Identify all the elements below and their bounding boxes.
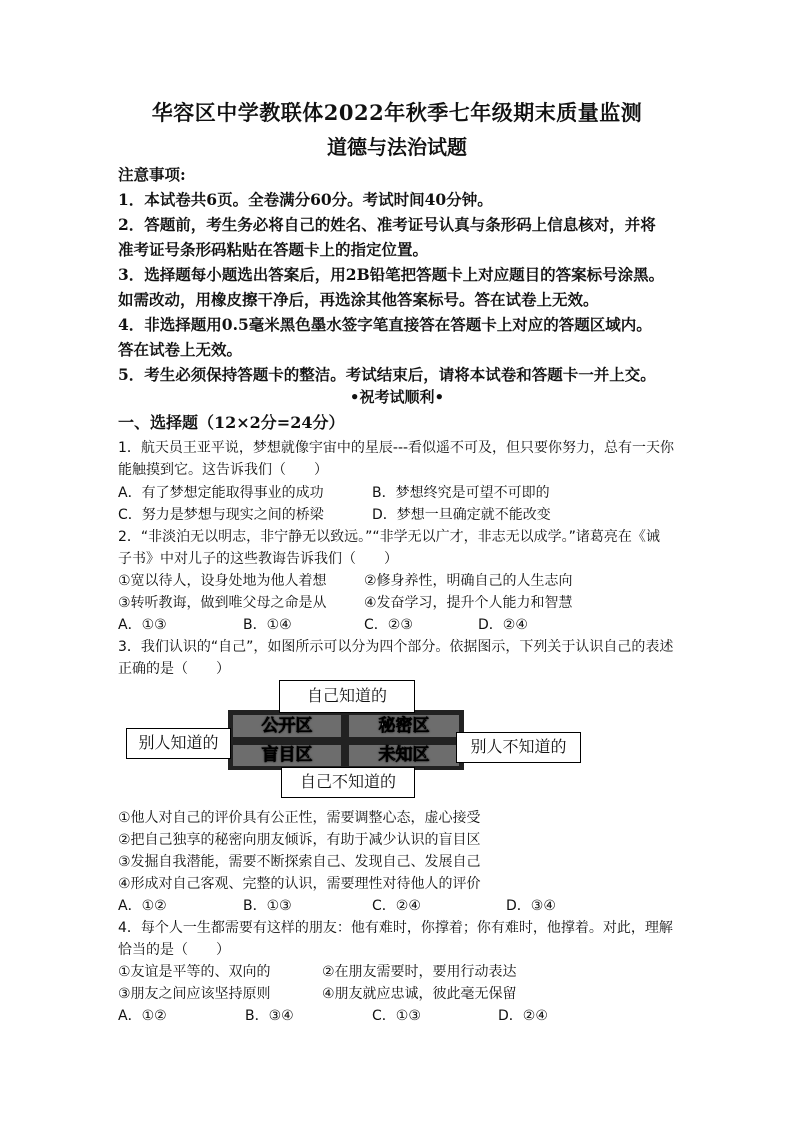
diagram-label-self-unknown: 自己不知道的 [281,767,415,798]
diagram-label-others-known: 别人知道的 [126,728,231,759]
q3-statement-2: ②把自己独享的秘密向朋友倾诉，有助于减少认识的盲目区 [118,832,481,848]
q3-statement-4: ④形成对自己客观、完整的认识，需要理性对待他人的评价 [118,876,481,892]
unknown-area: 未知区 [346,742,462,769]
q2-option-c: C．②③ [364,617,413,633]
notice-line: 1．本试卷共6页。全卷满分60分。考试时间40分钟。 [118,190,493,209]
question-3-stem: 3．我们认识的“自己”，如图所示可以分为四个部分。依据图示，下列关于认识自己的表述 [118,639,674,655]
notice-line: 准考证号条形码粘贴在答题卡上的指定位置。 [118,240,429,259]
notice-line: 5．考生必须保持答题卡的整洁。考试结束后，请将本试卷和答题卡一并上交。 [118,365,656,384]
open-area: 公开区 [230,712,344,740]
notice-line: 3．选择题每小题选出答案后，用2B铅笔把答题卡上对应题目的答案标号涂黑。 [118,265,665,284]
q3-option-d: D．③④ [506,898,556,914]
q1-option-c: C．努力是梦想与现实之间的桥梁 [118,507,324,523]
good-luck-text: •祝考试顺利• [349,388,445,406]
q4-option-a: A．①② [118,1008,167,1024]
notice-heading: 注意事项: [118,165,186,184]
notice-line: 答在试卷上无效。 [118,340,243,359]
question-3-stem-cont: 正确的是（ ） [118,661,230,677]
q2-statement-4: ④发奋学习，提升个人能力和智慧 [364,595,573,611]
notice-line: 2．答题前，考生务必将自己的姓名、准考证号认真与条形码上信息核对，并将 [118,215,656,234]
blind-area: 盲目区 [230,742,344,769]
q2-statement-2: ②修身养性，明确自己的人生志向 [364,573,573,589]
q4-option-b: B．③④ [245,1008,294,1024]
q4-statement-2: ②在朋友需要时，要用行动表达 [322,964,517,980]
q2-option-d: D．②④ [478,617,528,633]
question-2-stem: 2．“非淡泊无以明志，非宁静无以致远。”“非学无以广才，非志无以成学。”诸葛亮在《诫 [118,529,660,545]
q1-option-a: A．有了梦想定能取得事业的成功 [118,485,324,501]
exam-subject: 道德与法治试题 [327,135,467,159]
q4-option-c: C．①③ [372,1008,421,1024]
q3-statement-3: ③发掘自我潜能，需要不断探索自己、发现自己、发展自己 [118,854,481,870]
q2-statement-1: ①宽以待人，设身处地为他人着想 [118,573,327,589]
question-1-stem: 1．航天员王亚平说，梦想就像宇宙中的星辰---看似遥不可及，但只要你努力，总有一天你 [118,440,675,456]
q3-option-c: C．②④ [372,898,421,914]
q2-option-b: B．①④ [243,617,292,633]
question-2-stem-cont: 子书》中对儿子的这些教诲告诉我们（ ） [118,551,398,567]
question-1-stem-cont: 能触摸到它。这告诉我们（ ） [118,462,328,478]
q4-statement-1: ①友谊是平等的、双向的 [118,964,271,980]
q1-option-d: D．梦想一旦确定就不能改变 [372,507,551,523]
q3-statement-1: ①他人对自己的评价具有公正性，需要调整心态，虚心接受 [118,810,481,826]
diagram-label-self-known: 自己知道的 [279,680,415,713]
exam-title: 华容区中学教联体2022年秋季七年级期末质量监测 [151,100,643,125]
q4-option-d: D．②④ [498,1008,548,1024]
notice-line: 4．非选择题用0.5毫米黑色墨水签字笔直接答在答题卡上对应的答题区域内。 [118,315,652,334]
q4-statement-3: ③朋友之间应该坚持原则 [118,986,271,1002]
q3-option-a: A．①② [118,898,167,914]
notice-line: 如需改动，用橡皮擦干净后，再选涂其他答案标号。答在试卷上无效。 [118,290,599,309]
diagram-label-others-unknown: 别人不知道的 [456,732,581,763]
question-4-stem: 4．每个人一生都需要有这样的朋友：他有难时，你撑着；你有难时，他撑着。对此，理解 [118,920,673,936]
section-title: 一、选择题（12×2分=24分） [118,413,345,432]
q2-statement-3: ③转听教诲，做到唯父母之命是从 [118,595,327,611]
q3-option-b: B．①③ [243,898,292,914]
johari-window-diagram [126,680,586,798]
q4-statement-4: ④朋友就应忠诚，彼此毫无保留 [322,986,517,1002]
secret-area: 秘密区 [346,712,462,740]
question-4-stem-cont: 恰当的是（ ） [118,942,230,958]
q1-option-b: B．梦想终究是可望不可即的 [372,485,550,501]
q2-option-a: A．①③ [118,617,167,633]
